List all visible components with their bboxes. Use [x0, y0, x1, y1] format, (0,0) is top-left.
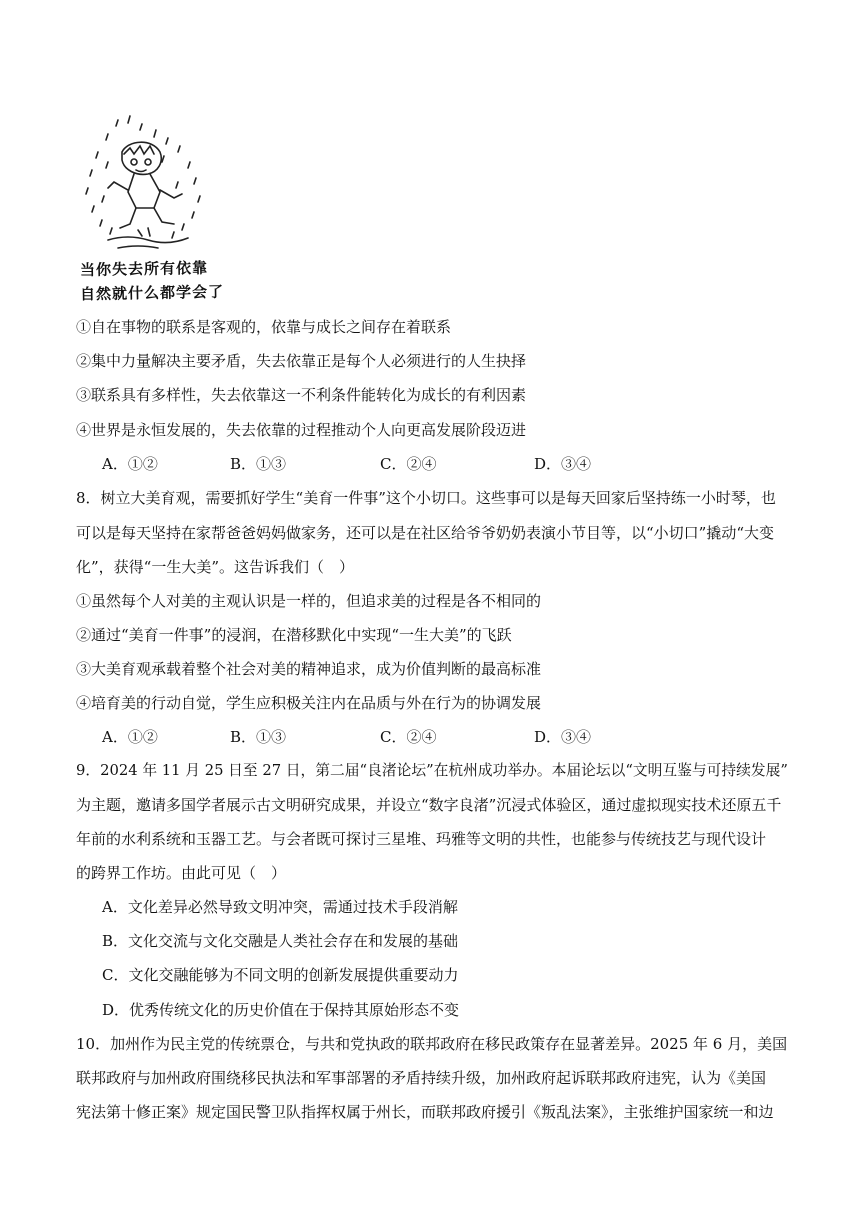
q7-statement-4: ④世界是永恒发展的，失去依靠的过程推动个人向更高发展阶段迈进 — [76, 421, 527, 439]
q8-option-d[interactable]: D．③④ — [534, 728, 592, 746]
q8-stem-line2: 可以是每天坚持在家帮爸爸妈妈做家务，还可以是在社区给爷爷奶奶表演小节目等，以“小切口”撬动“大变 — [76, 524, 775, 542]
q8-statement-3: ③大美育观承载着整个社会对美的精神追求，成为价值判断的最高标准 — [76, 660, 542, 678]
q9-stem-line4: 的跨界工作坊。由此可见（ ） — [76, 864, 287, 882]
q9-option-c[interactable]: C．文化交融能够为不同文明的创新发展提供重要动力 — [102, 966, 459, 984]
q8-option-b[interactable]: B．①③ — [230, 728, 287, 746]
rain-figure-illustration — [78, 112, 218, 262]
q7-statement-3: ③联系具有多样性，失去依靠这一不利条件能转化为成长的有利因素 — [76, 386, 527, 404]
q8-stem-line3: 化”，获得“一生大美”。这告诉我们（ ） — [76, 558, 355, 576]
q10-stem-line1: 10．加州作为民主党的传统票仓，与共和党执政的联邦政府在移民政策存在显著差异。2025 年 6 月，美国 — [76, 1035, 788, 1053]
q8-option-c[interactable]: C．②④ — [380, 728, 437, 746]
q8-statement-2: ②通过“美育一件事”的浸润，在潜移默化中实现“一生大美”的飞跃 — [76, 626, 512, 644]
illustration-caption-line2: 自然就什么都学会了 — [79, 282, 225, 304]
q10-stem-line3: 宪法第十修正案》规定国民警卫队指挥权属于州长，而联邦政府援引《叛乱法案》，主张维护国家统一和边 — [76, 1103, 774, 1121]
q7-statement-2: ②集中力量解决主要矛盾，失去依靠正是每个人必须进行的人生抉择 — [76, 352, 527, 370]
q7-statement-1: ①自在事物的联系是客观的，依靠与成长之间存在着联系 — [76, 318, 452, 336]
q7-option-d[interactable]: D．③④ — [534, 455, 592, 473]
q8-statement-1: ①虽然每个人对美的主观认识是一样的，但追求美的过程是各不相同的 — [76, 592, 542, 610]
q8-statement-4: ④培育美的行动自觉，学生应积极关注内在品质与外在行为的协调发展 — [76, 694, 542, 712]
q9-option-a[interactable]: A．文化差异必然导致文明冲突，需通过技术手段消解 — [102, 898, 458, 916]
q9-stem-line3: 年前的水利系统和玉器工艺。与会者既可探讨三星堆、玛雅等文明的共性，也能参与传统技艺与现代设计 — [76, 830, 767, 848]
q8-stem-line1: 8．树立大美育观，需要抓好学生“美育一件事”这个小切口。这些事可以是每天回家后坚持练一小时琴，也 — [76, 489, 776, 507]
q9-option-b[interactable]: B．文化交流与文化交融是人类社会存在和发展的基础 — [102, 932, 459, 950]
q9-option-d[interactable]: D．优秀传统文化的历史价值在于保持其原始形态不变 — [102, 1001, 460, 1019]
q8-option-a[interactable]: A．①② — [102, 728, 158, 746]
q10-stem-line2: 联邦政府与加州政府围绕移民执法和军事部署的矛盾持续升级，加州政府起诉联邦政府违宪，认为《美国 — [76, 1069, 767, 1087]
q7-option-b[interactable]: B．①③ — [230, 455, 287, 473]
illustration-caption-line1: 当你失去所有依靠 — [79, 258, 209, 280]
q7-option-a[interactable]: A．①② — [102, 455, 158, 473]
q7-option-c[interactable]: C．②④ — [380, 455, 437, 473]
q9-stem-line1: 9．2024 年 11 月 25 日至 27 日，第二届“良渚论坛”在杭州成功举办。本届论坛以“文明互鉴与可持续发展” — [76, 762, 788, 779]
q9-stem-line2: 为主题，邀请多国学者展示古文明研究成果，并设立“数字良渚”沉浸式体验区，通过虚拟现实技术还原五千 — [76, 796, 782, 814]
